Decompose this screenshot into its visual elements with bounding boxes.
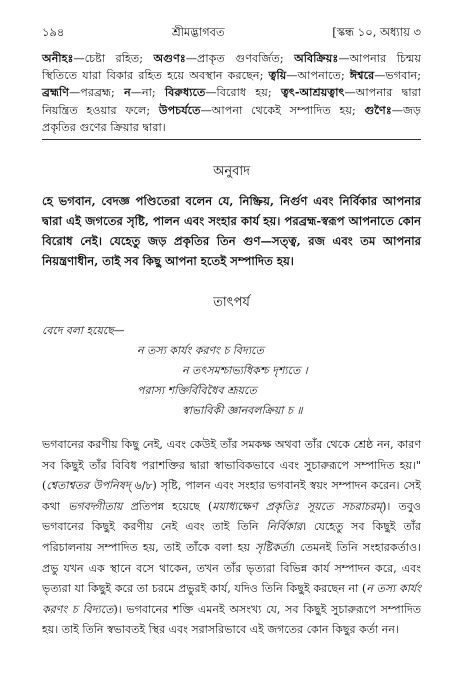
purport-text: । তেমনই তিনি সংহারকর্তাও। প্রভু যখন এক স্থানে বসে থাকেন, তখন তাঁর ভৃত্যরা বিভিন্ন কার্য সম্পাদন করে, এবং ভৃত্যরা যা কিছুই করে তা চরমে প্রভুরই কার্য, যদিও তিনি কিছুই করছেন না (	[42, 540, 421, 596]
synonym-meaning: —ভগবান;	[374, 69, 422, 83]
purport-paragraph	[42, 435, 421, 641]
synonym-meaning: —বিরোধ হয়;	[205, 86, 281, 100]
synonym-word: অনীহঃ	[42, 51, 74, 65]
synonym-meaning: —আপনার চিন্ময় স্থিতিতে যারা বিকার রহিত হয়ে অবস্থান করছেন;	[42, 52, 421, 83]
synonym-word: অগুণঃ	[153, 51, 186, 65]
synonym-meaning: —প্রাকৃত গুণবর্জিত;	[185, 52, 295, 65]
synonym-meaning: —না;	[130, 86, 165, 100]
chapter-reference: [স্কন্ধ ১০, অধ্যায় ৩	[332, 25, 421, 39]
synonym-word: ত্বৎ-আশ্রয়ত্বাৎ	[280, 85, 345, 100]
emphasized-term: সৃষ্টিকর্তা	[255, 540, 292, 554]
synonym-word: উপচর্যতে	[158, 102, 201, 117]
purport-text: )। তবুও ভগবানের কিছুই করণীয় নেই এবং তাই তিনি	[42, 499, 421, 534]
synonym-meaning: —জড় প্রকৃতির গুণের ক্রিয়ার দ্বারা।	[42, 103, 421, 134]
synonym-meaning: —আপনাতে;	[286, 69, 350, 83]
purport-text: )। ভগবানের শক্তি এমনই অসংখ্য যে, সব কিছুই সুচারুরূপে সম্পাদিত হয়। তাই তিনি স্বভাবতই স্থির এবং সরাসরিভাবে এই জগতের কোন কিছুর কর্তা নন।	[42, 602, 421, 637]
synonym-meaning: —আপনা থেকেই সম্পাদিত হয়;	[200, 103, 365, 117]
synonym-word: অবিক্রিয়ঃ	[294, 51, 339, 65]
synonym-word: ন	[124, 85, 131, 100]
synonym-word: গুণৈঃ	[364, 102, 392, 117]
purport-heading: তাৎপর্য	[213, 295, 250, 311]
running-head	[42, 24, 421, 42]
synonyms-paragraph	[42, 50, 421, 136]
sanskrit-quote: ময়াধ্যক্ষেণ প্রকৃতিঃ সূয়তে সচরাচরম্	[212, 499, 383, 513]
verse-line: ন তস্য কার্যং করণং চ বিদ্যতে	[137, 344, 264, 358]
synonym-meaning: —পরব্রহ্ম;	[69, 86, 125, 100]
synonym-meaning: —আপনার দ্বারা নিয়ন্ত্রিত হওয়ার ফলে;	[42, 86, 421, 117]
synonym-word: ঈশ্বরে	[349, 68, 375, 83]
book-title: শ্রীমদ্ভাগবত	[171, 25, 225, 39]
purport-text: ৬/৮) সৃষ্টি, পালন এবং সংহার ভগবানই স্বয়ং সম্পাদন করেন। সেই কথা	[42, 479, 422, 513]
verse-line: পরাস্য শক্তির্বিবিধৈব শ্রূয়তে	[137, 384, 257, 398]
synonym-word: ব্রহ্মণি	[42, 85, 70, 100]
translation-heading: অনুবাদ	[213, 164, 250, 180]
purport-text: । যেহেতু সব কিছুই তাঁর পরিচালনায় সম্পাদিত হয়, তাই তাঁকে বলা হয়	[42, 520, 421, 554]
quote-intro: বেদে বলা হয়েছে—	[42, 324, 125, 338]
verse-line: স্বাভাবিকী জ্ঞানবলক্রিয়া চ ॥	[182, 404, 303, 418]
scripture-reference: ভগবদ্গীতায়	[68, 499, 123, 513]
sanskrit-quote: ন তস্য কার্যং করণং চ বিদ্যতে	[42, 582, 422, 616]
emphasized-term: নির্বিকার	[266, 520, 303, 534]
purport-text: প্রতিপন্ন হয়েছে (	[122, 499, 213, 513]
verse-line: ন তৎসমশ্চাভ্যধিকশ্চ দৃশ্যতে ।	[182, 364, 308, 378]
verse-block	[42, 341, 421, 421]
synonym-word: ত্বয়ি	[268, 68, 287, 83]
synonym-meaning: —চেষ্টা রহিত;	[73, 52, 154, 65]
scripture-reference: শ্বেতাশ্বতর উপনিষদ্	[46, 479, 131, 493]
page-number: ১৯৪	[42, 25, 65, 39]
translation-text: হে ভগবান, বেদজ্ঞ পণ্ডিতেরা বলেন যে, নিষ্ক্রিয়, নির্গুণ এবং নির্বিকার আপনার দ্বারা এই জগতের সৃষ্টি, পালন এবং সংহার কার্য হয়। পরব্রহ্ম-স্বরূপ আপনাতে কোন বিরোধ নেই। যেহেতু জড় প্রকৃতির তিন গুণ—সত্ত্ব, রজ এবং তম আপনার নিয়ন্ত্রণাধীন, তাই সব কিছু আপনা হতেই সম্পাদিত হয়।	[42, 194, 421, 269]
section-divider	[42, 139, 421, 140]
purport-text: ভগবানের করণীয় কিছু নেই, এবং কেউই তাঁর সমকক্ষ অথবা তাঁর থেকে শ্রেষ্ঠ নন, কারণ সব কিছুই তাঁর বিবিধ পরাশক্তির দ্বারা স্বাভাবিকভাবে এবং সুচারুরূপে সম্পাদিত হয়।" (	[42, 438, 421, 493]
synonym-word: বিরুধ্যতে	[164, 85, 206, 100]
